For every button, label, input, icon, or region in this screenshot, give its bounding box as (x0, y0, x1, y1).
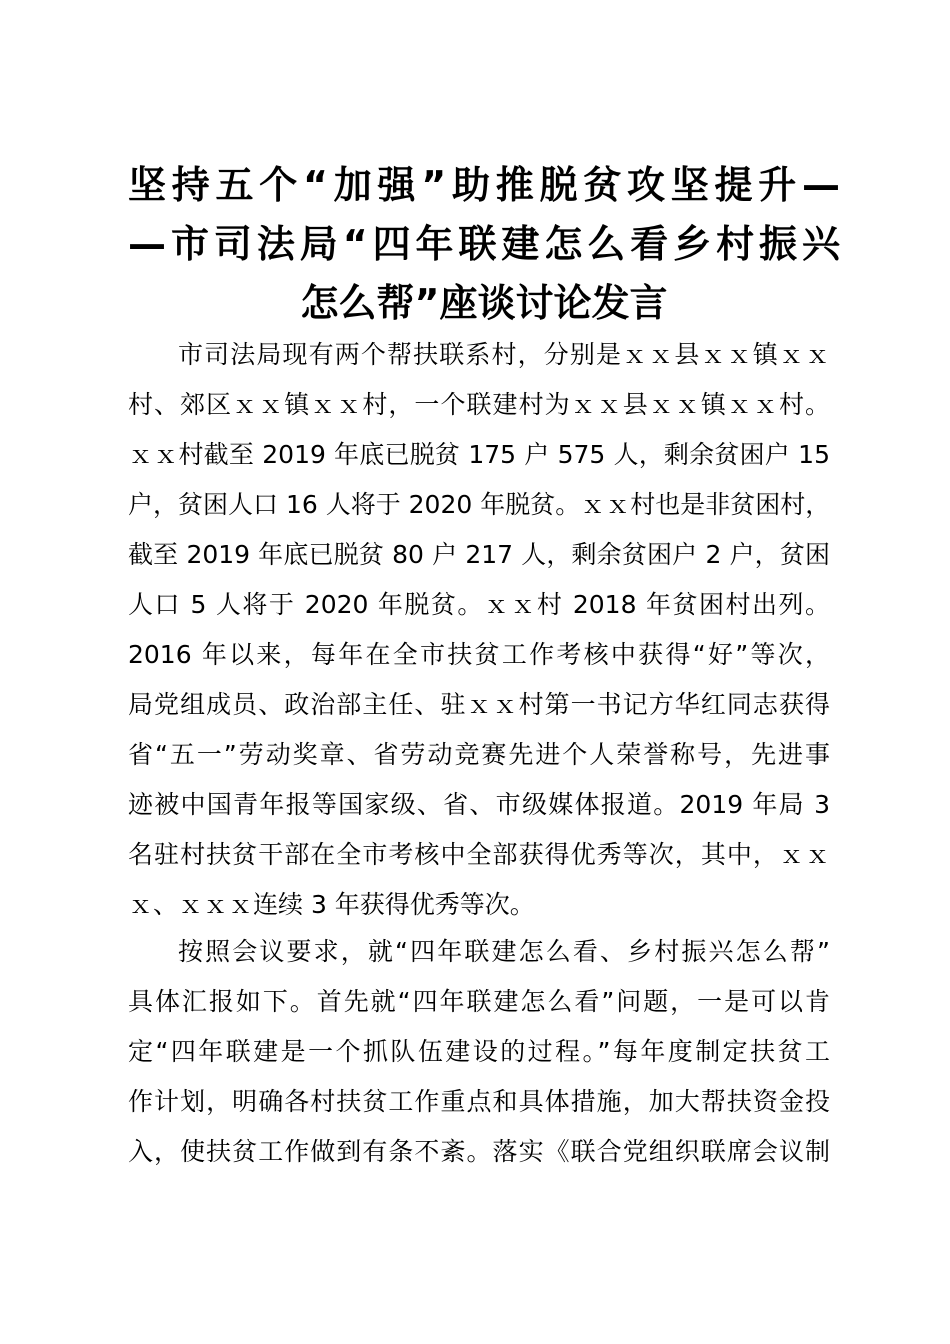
text-line: 市司法局现有两个帮扶联系村，分别是ｘｘ县ｘｘ镇ｘｘ (178, 340, 830, 369)
text-line: 户，贫困人口 16 人将于 2020 年脱贫。ｘｘ村也是非贫困村， (128, 490, 831, 519)
text-line: 按照会议要求，就“四年联建怎么看、乡村振兴怎么帮” (178, 937, 830, 966)
document-title (128, 156, 840, 333)
text-line: 2016 年以来，每年在全市扶贫工作考核中获得“好”等次， (128, 640, 830, 669)
text-line: 迹被中国青年报等国家级、省、市级媒体报道。2019 年局 3 (128, 790, 830, 819)
text-line: 具体汇报如下。首先就“四年联建怎么看”问题，一是可以肯 (128, 987, 830, 1016)
paragraph-2 (128, 927, 830, 1177)
title-line: 怎么帮”座谈讨论发言 (300, 281, 668, 325)
title-line: —市司法局“四年联建怎么看乡村振兴 (128, 222, 840, 266)
text-line: 村、郊区ｘｘ镇ｘｘ村，一个联建村为ｘｘ县ｘｘ镇ｘｘ村。 (128, 390, 830, 419)
text-line: 局党组成员、政治部主任、驻ｘｘ村第一书记方华红同志获得 (128, 690, 830, 719)
text-line: 截至 2019 年底已脱贫 80 户 217 人，剩余贫困户 2 户，贫困 (128, 540, 830, 569)
text-line: ｘ、ｘｘｘ连续 3 年获得优秀等次。 (128, 890, 535, 919)
text-line: ｘｘ村截至 2019 年底已脱贫 175 户 575 人，剩余贫困户 15 (128, 440, 830, 469)
paragraph-1 (128, 330, 830, 930)
text-line: 作计划，明确各村扶贫工作重点和具体措施，加大帮扶资金投 (128, 1087, 830, 1116)
title-line: 坚持五个“加强”助推脱贫攻坚提升— (128, 163, 840, 207)
text-line: 名驻村扶贫干部在全市考核中全部获得优秀等次，其中，ｘｘ (128, 840, 830, 869)
text-line: 人口 5 人将于 2020 年脱贫。ｘｘ村 2018 年贫困村出列。 (128, 590, 830, 619)
text-line: 省“五一”劳动奖章、省劳动竞赛先进个人荣誉称号，先进事 (128, 740, 830, 769)
text-line: 入，使扶贫工作做到有条不紊。落实《联合党组织联席会议制 (128, 1137, 830, 1166)
text-line: 定“四年联建是一个抓队伍建设的过程。”每年度制定扶贫工 (128, 1037, 830, 1066)
